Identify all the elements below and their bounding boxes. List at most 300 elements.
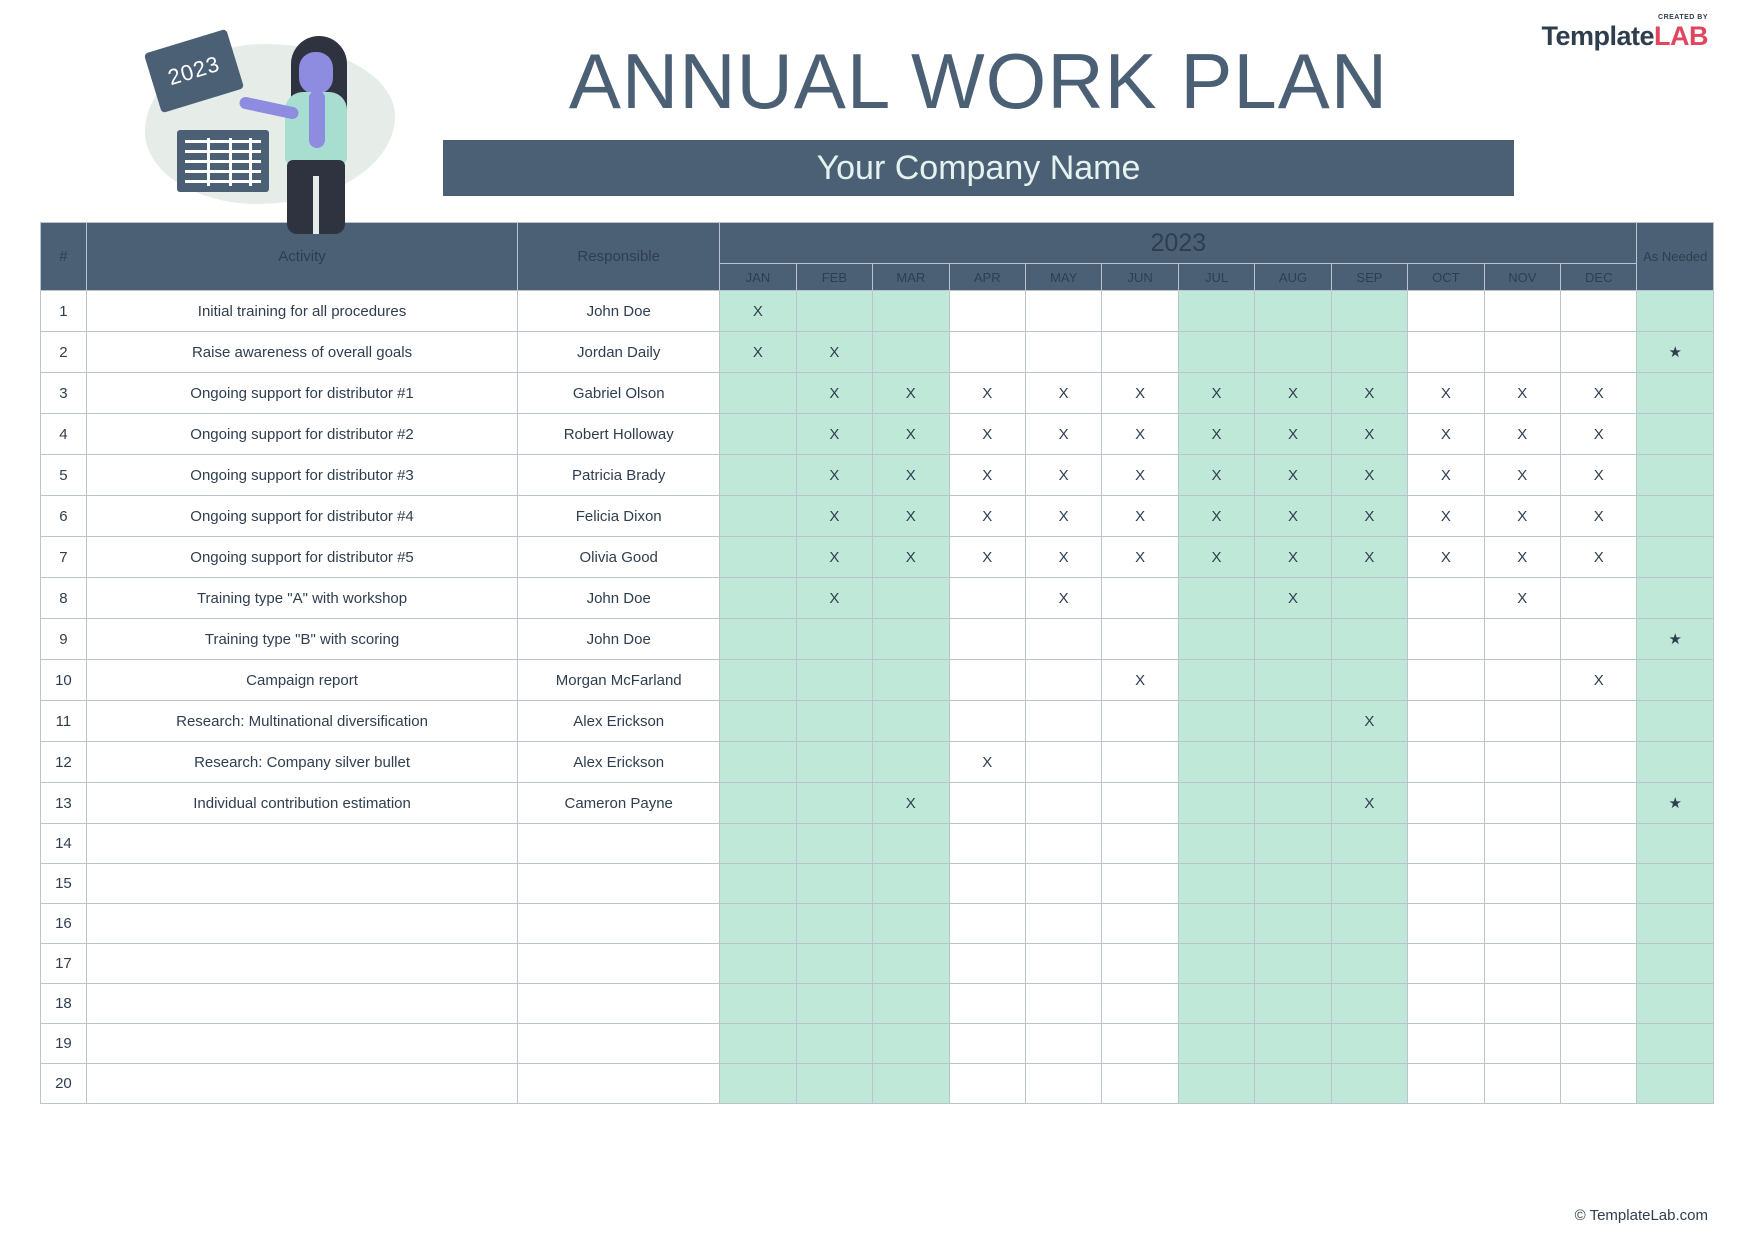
month-cell-sep[interactable]	[1331, 904, 1407, 944]
month-cell-feb[interactable]	[796, 864, 872, 904]
month-cell-jul[interactable]	[1178, 701, 1254, 742]
month-cell-jan[interactable]: X	[720, 291, 796, 332]
month-cell-jan[interactable]	[720, 864, 796, 904]
month-cell-may[interactable]	[1025, 1064, 1101, 1104]
month-cell-may[interactable]	[1025, 944, 1101, 984]
month-cell-aug[interactable]	[1255, 824, 1331, 864]
month-cell-feb[interactable]	[796, 904, 872, 944]
month-cell-jan[interactable]	[720, 578, 796, 619]
month-cell-dec[interactable]	[1561, 619, 1637, 660]
month-cell-dec[interactable]	[1561, 742, 1637, 783]
responsible-cell[interactable]	[518, 944, 720, 984]
month-cell-may[interactable]	[1025, 660, 1101, 701]
as-needed-cell[interactable]	[1637, 414, 1714, 455]
activity-cell[interactable]: Ongoing support for distributor #1	[86, 373, 517, 414]
month-cell-aug[interactable]	[1255, 1064, 1331, 1104]
month-cell-nov[interactable]	[1484, 984, 1560, 1024]
month-cell-oct[interactable]	[1408, 701, 1484, 742]
month-cell-jan[interactable]	[720, 1064, 796, 1104]
month-cell-aug[interactable]	[1255, 783, 1331, 824]
month-cell-sep[interactable]	[1331, 824, 1407, 864]
as-needed-cell[interactable]	[1637, 984, 1714, 1024]
activity-cell[interactable]: Individual contribution estimation	[86, 783, 517, 824]
month-cell-may[interactable]: X	[1025, 414, 1101, 455]
month-cell-mar[interactable]: X	[873, 783, 949, 824]
activity-cell[interactable]	[86, 904, 517, 944]
month-cell-jan[interactable]	[720, 1024, 796, 1064]
table-row[interactable]	[41, 824, 1714, 864]
month-cell-apr[interactable]: X	[949, 496, 1025, 537]
month-cell-aug[interactable]	[1255, 660, 1331, 701]
month-cell-apr[interactable]	[949, 332, 1025, 373]
responsible-cell[interactable]: John Doe	[518, 291, 720, 332]
month-cell-oct[interactable]	[1408, 619, 1484, 660]
table-row[interactable]	[41, 578, 1714, 619]
as-needed-cell[interactable]	[1637, 578, 1714, 619]
month-cell-aug[interactable]: X	[1255, 537, 1331, 578]
month-cell-oct[interactable]	[1408, 783, 1484, 824]
month-cell-oct[interactable]	[1408, 1024, 1484, 1064]
month-cell-mar[interactable]	[873, 904, 949, 944]
month-cell-nov[interactable]	[1484, 904, 1560, 944]
as-needed-cell[interactable]: ★	[1637, 332, 1714, 373]
month-cell-dec[interactable]	[1561, 701, 1637, 742]
month-cell-jul[interactable]	[1178, 742, 1254, 783]
month-cell-jan[interactable]	[720, 824, 796, 864]
month-cell-jun[interactable]	[1102, 984, 1178, 1024]
month-cell-apr[interactable]: X	[949, 742, 1025, 783]
month-cell-feb[interactable]	[796, 619, 872, 660]
month-cell-mar[interactable]	[873, 824, 949, 864]
month-cell-apr[interactable]	[949, 291, 1025, 332]
month-cell-sep[interactable]	[1331, 864, 1407, 904]
month-cell-jul[interactable]	[1178, 783, 1254, 824]
month-cell-may[interactable]: X	[1025, 373, 1101, 414]
month-cell-may[interactable]: X	[1025, 578, 1101, 619]
as-needed-cell[interactable]	[1637, 944, 1714, 984]
month-cell-feb[interactable]: X	[796, 455, 872, 496]
month-cell-oct[interactable]: X	[1408, 455, 1484, 496]
month-cell-apr[interactable]: X	[949, 414, 1025, 455]
month-cell-sep[interactable]: X	[1331, 537, 1407, 578]
month-cell-jul[interactable]	[1178, 864, 1254, 904]
table-row[interactable]	[41, 984, 1714, 1024]
month-cell-jul[interactable]	[1178, 944, 1254, 984]
responsible-cell[interactable]	[518, 1064, 720, 1104]
month-cell-may[interactable]	[1025, 864, 1101, 904]
month-cell-dec[interactable]	[1561, 944, 1637, 984]
month-cell-sep[interactable]	[1331, 332, 1407, 373]
responsible-cell[interactable]: Robert Holloway	[518, 414, 720, 455]
month-cell-feb[interactable]: X	[796, 537, 872, 578]
month-cell-nov[interactable]: X	[1484, 537, 1560, 578]
month-cell-nov[interactable]	[1484, 824, 1560, 864]
as-needed-cell[interactable]	[1637, 864, 1714, 904]
table-row[interactable]	[41, 1064, 1714, 1104]
month-cell-dec[interactable]	[1561, 783, 1637, 824]
responsible-cell[interactable]	[518, 984, 720, 1024]
month-cell-jan[interactable]	[720, 701, 796, 742]
responsible-cell[interactable]: Olivia Good	[518, 537, 720, 578]
as-needed-cell[interactable]	[1637, 291, 1714, 332]
table-row[interactable]	[41, 783, 1714, 824]
month-cell-jan[interactable]	[720, 904, 796, 944]
responsible-cell[interactable]: Morgan McFarland	[518, 660, 720, 701]
month-cell-nov[interactable]	[1484, 944, 1560, 984]
month-cell-dec[interactable]	[1561, 291, 1637, 332]
month-cell-may[interactable]	[1025, 291, 1101, 332]
activity-cell[interactable]: Raise awareness of overall goals	[86, 332, 517, 373]
month-cell-sep[interactable]	[1331, 291, 1407, 332]
month-cell-jan[interactable]	[720, 660, 796, 701]
month-cell-mar[interactable]: X	[873, 414, 949, 455]
month-cell-jun[interactable]	[1102, 332, 1178, 373]
table-row[interactable]	[41, 373, 1714, 414]
month-cell-dec[interactable]: X	[1561, 455, 1637, 496]
month-cell-sep[interactable]: X	[1331, 414, 1407, 455]
month-cell-jan[interactable]	[720, 619, 796, 660]
month-cell-nov[interactable]	[1484, 660, 1560, 701]
month-cell-jan[interactable]	[720, 455, 796, 496]
responsible-cell[interactable]: Cameron Payne	[518, 783, 720, 824]
month-cell-dec[interactable]	[1561, 904, 1637, 944]
month-cell-apr[interactable]	[949, 578, 1025, 619]
month-cell-oct[interactable]	[1408, 578, 1484, 619]
month-cell-aug[interactable]: X	[1255, 373, 1331, 414]
month-cell-oct[interactable]	[1408, 332, 1484, 373]
as-needed-cell[interactable]	[1637, 904, 1714, 944]
month-cell-mar[interactable]	[873, 660, 949, 701]
month-cell-dec[interactable]: X	[1561, 414, 1637, 455]
month-cell-feb[interactable]	[796, 1064, 872, 1104]
month-cell-feb[interactable]	[796, 291, 872, 332]
month-cell-mar[interactable]	[873, 619, 949, 660]
month-cell-may[interactable]	[1025, 332, 1101, 373]
month-cell-jun[interactable]	[1102, 1024, 1178, 1064]
month-cell-apr[interactable]	[949, 944, 1025, 984]
month-cell-apr[interactable]	[949, 619, 1025, 660]
month-cell-may[interactable]: X	[1025, 496, 1101, 537]
activity-cell[interactable]: Ongoing support for distributor #4	[86, 496, 517, 537]
month-cell-sep[interactable]	[1331, 944, 1407, 984]
responsible-cell[interactable]: Patricia Brady	[518, 455, 720, 496]
month-cell-oct[interactable]	[1408, 660, 1484, 701]
month-cell-oct[interactable]	[1408, 984, 1484, 1024]
responsible-cell[interactable]: Felicia Dixon	[518, 496, 720, 537]
month-cell-sep[interactable]: X	[1331, 496, 1407, 537]
month-cell-dec[interactable]	[1561, 824, 1637, 864]
month-cell-feb[interactable]	[796, 701, 872, 742]
responsible-cell[interactable]	[518, 904, 720, 944]
month-cell-dec[interactable]: X	[1561, 537, 1637, 578]
month-cell-oct[interactable]	[1408, 944, 1484, 984]
table-row[interactable]	[41, 332, 1714, 373]
month-cell-feb[interactable]	[796, 783, 872, 824]
month-cell-aug[interactable]	[1255, 984, 1331, 1024]
month-cell-jun[interactable]	[1102, 824, 1178, 864]
month-cell-may[interactable]	[1025, 984, 1101, 1024]
month-cell-feb[interactable]	[796, 944, 872, 984]
as-needed-cell[interactable]	[1637, 824, 1714, 864]
month-cell-jun[interactable]	[1102, 742, 1178, 783]
as-needed-cell[interactable]	[1637, 1064, 1714, 1104]
month-cell-jun[interactable]: X	[1102, 455, 1178, 496]
month-cell-jun[interactable]: X	[1102, 496, 1178, 537]
month-cell-sep[interactable]: X	[1331, 455, 1407, 496]
month-cell-feb[interactable]: X	[796, 578, 872, 619]
month-cell-jan[interactable]	[720, 742, 796, 783]
month-cell-may[interactable]	[1025, 1024, 1101, 1064]
month-cell-apr[interactable]	[949, 1064, 1025, 1104]
as-needed-cell[interactable]	[1637, 455, 1714, 496]
month-cell-oct[interactable]: X	[1408, 537, 1484, 578]
responsible-cell[interactable]: Gabriel Olson	[518, 373, 720, 414]
month-cell-sep[interactable]	[1331, 660, 1407, 701]
responsible-cell[interactable]: Alex Erickson	[518, 701, 720, 742]
month-cell-apr[interactable]	[949, 984, 1025, 1024]
month-cell-apr[interactable]: X	[949, 455, 1025, 496]
table-row[interactable]	[41, 291, 1714, 332]
month-cell-nov[interactable]: X	[1484, 455, 1560, 496]
month-cell-dec[interactable]	[1561, 984, 1637, 1024]
month-cell-oct[interactable]	[1408, 904, 1484, 944]
month-cell-aug[interactable]: X	[1255, 455, 1331, 496]
month-cell-jun[interactable]: X	[1102, 414, 1178, 455]
company-name-field[interactable]: Your Company Name	[443, 140, 1514, 196]
month-cell-sep[interactable]	[1331, 1024, 1407, 1064]
month-cell-feb[interactable]: X	[796, 332, 872, 373]
month-cell-mar[interactable]	[873, 701, 949, 742]
month-cell-feb[interactable]	[796, 660, 872, 701]
activity-cell[interactable]: Campaign report	[86, 660, 517, 701]
table-row[interactable]	[41, 619, 1714, 660]
as-needed-cell[interactable]	[1637, 660, 1714, 701]
month-cell-jan[interactable]	[720, 537, 796, 578]
month-cell-mar[interactable]	[873, 1064, 949, 1104]
month-cell-jun[interactable]	[1102, 1064, 1178, 1104]
table-row[interactable]	[41, 455, 1714, 496]
activity-cell[interactable]: Ongoing support for distributor #5	[86, 537, 517, 578]
responsible-cell[interactable]	[518, 824, 720, 864]
month-cell-oct[interactable]: X	[1408, 373, 1484, 414]
activity-cell[interactable]: Training type "A" with workshop	[86, 578, 517, 619]
month-cell-may[interactable]	[1025, 904, 1101, 944]
month-cell-nov[interactable]	[1484, 1064, 1560, 1104]
month-cell-oct[interactable]	[1408, 742, 1484, 783]
month-cell-jul[interactable]	[1178, 291, 1254, 332]
responsible-cell[interactable]: Jordan Daily	[518, 332, 720, 373]
month-cell-sep[interactable]: X	[1331, 783, 1407, 824]
month-cell-jul[interactable]	[1178, 660, 1254, 701]
month-cell-jul[interactable]: X	[1178, 373, 1254, 414]
month-cell-mar[interactable]	[873, 578, 949, 619]
month-cell-mar[interactable]: X	[873, 455, 949, 496]
month-cell-nov[interactable]	[1484, 864, 1560, 904]
month-cell-mar[interactable]: X	[873, 373, 949, 414]
month-cell-jun[interactable]	[1102, 619, 1178, 660]
month-cell-feb[interactable]	[796, 984, 872, 1024]
month-cell-aug[interactable]: X	[1255, 496, 1331, 537]
activity-cell[interactable]: Ongoing support for distributor #2	[86, 414, 517, 455]
activity-cell[interactable]	[86, 864, 517, 904]
month-cell-jun[interactable]	[1102, 864, 1178, 904]
month-cell-nov[interactable]	[1484, 701, 1560, 742]
month-cell-may[interactable]: X	[1025, 537, 1101, 578]
month-cell-feb[interactable]: X	[796, 414, 872, 455]
month-cell-sep[interactable]	[1331, 578, 1407, 619]
month-cell-nov[interactable]: X	[1484, 578, 1560, 619]
month-cell-sep[interactable]	[1331, 1064, 1407, 1104]
as-needed-cell[interactable]	[1637, 701, 1714, 742]
month-cell-mar[interactable]	[873, 332, 949, 373]
table-row[interactable]	[41, 904, 1714, 944]
month-cell-jul[interactable]	[1178, 1064, 1254, 1104]
month-cell-nov[interactable]	[1484, 783, 1560, 824]
month-cell-may[interactable]	[1025, 783, 1101, 824]
responsible-cell[interactable]	[518, 1024, 720, 1064]
as-needed-cell[interactable]	[1637, 496, 1714, 537]
month-cell-mar[interactable]: X	[873, 537, 949, 578]
month-cell-jul[interactable]	[1178, 904, 1254, 944]
table-row[interactable]	[41, 537, 1714, 578]
month-cell-mar[interactable]	[873, 291, 949, 332]
responsible-cell[interactable]	[518, 864, 720, 904]
month-cell-jan[interactable]	[720, 783, 796, 824]
month-cell-aug[interactable]	[1255, 701, 1331, 742]
as-needed-cell[interactable]	[1637, 742, 1714, 783]
table-row[interactable]	[41, 414, 1714, 455]
month-cell-oct[interactable]	[1408, 1064, 1484, 1104]
month-cell-oct[interactable]: X	[1408, 414, 1484, 455]
month-cell-apr[interactable]: X	[949, 537, 1025, 578]
month-cell-aug[interactable]	[1255, 291, 1331, 332]
month-cell-dec[interactable]	[1561, 1024, 1637, 1064]
month-cell-jun[interactable]	[1102, 944, 1178, 984]
month-cell-jan[interactable]	[720, 984, 796, 1024]
month-cell-dec[interactable]: X	[1561, 496, 1637, 537]
month-cell-jan[interactable]	[720, 373, 796, 414]
month-cell-nov[interactable]	[1484, 291, 1560, 332]
month-cell-jun[interactable]	[1102, 904, 1178, 944]
month-cell-sep[interactable]	[1331, 619, 1407, 660]
month-cell-jul[interactable]	[1178, 332, 1254, 373]
as-needed-cell[interactable]: ★	[1637, 783, 1714, 824]
month-cell-feb[interactable]	[796, 1024, 872, 1064]
month-cell-jan[interactable]	[720, 496, 796, 537]
activity-cell[interactable]	[86, 824, 517, 864]
month-cell-jun[interactable]	[1102, 578, 1178, 619]
month-cell-oct[interactable]	[1408, 824, 1484, 864]
table-row[interactable]	[41, 660, 1714, 701]
month-cell-nov[interactable]	[1484, 742, 1560, 783]
activity-cell[interactable]	[86, 1064, 517, 1104]
activity-cell[interactable]	[86, 1024, 517, 1064]
month-cell-sep[interactable]	[1331, 984, 1407, 1024]
responsible-cell[interactable]: John Doe	[518, 578, 720, 619]
month-cell-jan[interactable]: X	[720, 332, 796, 373]
month-cell-jun[interactable]	[1102, 291, 1178, 332]
month-cell-mar[interactable]	[873, 1024, 949, 1064]
month-cell-dec[interactable]	[1561, 332, 1637, 373]
month-cell-may[interactable]	[1025, 824, 1101, 864]
month-cell-feb[interactable]	[796, 824, 872, 864]
month-cell-aug[interactable]	[1255, 904, 1331, 944]
month-cell-jan[interactable]	[720, 944, 796, 984]
month-cell-apr[interactable]	[949, 660, 1025, 701]
month-cell-sep[interactable]: X	[1331, 701, 1407, 742]
activity-cell[interactable]	[86, 944, 517, 984]
activity-cell[interactable]: Research: Company silver bullet	[86, 742, 517, 783]
month-cell-apr[interactable]: X	[949, 373, 1025, 414]
month-cell-jun[interactable]: X	[1102, 537, 1178, 578]
month-cell-aug[interactable]	[1255, 864, 1331, 904]
month-cell-mar[interactable]: X	[873, 496, 949, 537]
month-cell-may[interactable]	[1025, 701, 1101, 742]
activity-cell[interactable]: Ongoing support for distributor #3	[86, 455, 517, 496]
activity-cell[interactable]: Initial training for all procedures	[86, 291, 517, 332]
month-cell-sep[interactable]	[1331, 742, 1407, 783]
month-cell-nov[interactable]	[1484, 1024, 1560, 1064]
month-cell-aug[interactable]	[1255, 944, 1331, 984]
month-cell-jul[interactable]	[1178, 578, 1254, 619]
as-needed-cell[interactable]	[1637, 537, 1714, 578]
month-cell-aug[interactable]	[1255, 619, 1331, 660]
month-cell-nov[interactable]: X	[1484, 496, 1560, 537]
month-cell-nov[interactable]	[1484, 619, 1560, 660]
month-cell-apr[interactable]	[949, 701, 1025, 742]
month-cell-apr[interactable]	[949, 864, 1025, 904]
month-cell-apr[interactable]	[949, 904, 1025, 944]
month-cell-aug[interactable]	[1255, 1024, 1331, 1064]
month-cell-mar[interactable]	[873, 984, 949, 1024]
month-cell-sep[interactable]: X	[1331, 373, 1407, 414]
month-cell-aug[interactable]: X	[1255, 414, 1331, 455]
month-cell-jul[interactable]	[1178, 984, 1254, 1024]
month-cell-apr[interactable]	[949, 824, 1025, 864]
month-cell-jul[interactable]	[1178, 824, 1254, 864]
month-cell-jul[interactable]: X	[1178, 537, 1254, 578]
month-cell-mar[interactable]	[873, 864, 949, 904]
month-cell-feb[interactable]: X	[796, 496, 872, 537]
month-cell-jul[interactable]: X	[1178, 496, 1254, 537]
month-cell-aug[interactable]: X	[1255, 578, 1331, 619]
month-cell-jun[interactable]	[1102, 701, 1178, 742]
month-cell-feb[interactable]	[796, 742, 872, 783]
as-needed-cell[interactable]	[1637, 373, 1714, 414]
activity-cell[interactable]: Research: Multinational diversification	[86, 701, 517, 742]
month-cell-jun[interactable]	[1102, 783, 1178, 824]
month-cell-jun[interactable]: X	[1102, 373, 1178, 414]
month-cell-mar[interactable]	[873, 742, 949, 783]
month-cell-jul[interactable]	[1178, 619, 1254, 660]
month-cell-may[interactable]	[1025, 619, 1101, 660]
month-cell-apr[interactable]	[949, 783, 1025, 824]
table-row[interactable]	[41, 742, 1714, 783]
month-cell-jan[interactable]	[720, 414, 796, 455]
month-cell-dec[interactable]	[1561, 1064, 1637, 1104]
month-cell-dec[interactable]: X	[1561, 373, 1637, 414]
month-cell-nov[interactable]: X	[1484, 414, 1560, 455]
table-row[interactable]	[41, 496, 1714, 537]
responsible-cell[interactable]: Alex Erickson	[518, 742, 720, 783]
month-cell-feb[interactable]: X	[796, 373, 872, 414]
activity-cell[interactable]	[86, 984, 517, 1024]
month-cell-may[interactable]	[1025, 742, 1101, 783]
month-cell-aug[interactable]	[1255, 332, 1331, 373]
as-needed-cell[interactable]	[1637, 1024, 1714, 1064]
table-row[interactable]	[41, 701, 1714, 742]
table-row[interactable]	[41, 864, 1714, 904]
